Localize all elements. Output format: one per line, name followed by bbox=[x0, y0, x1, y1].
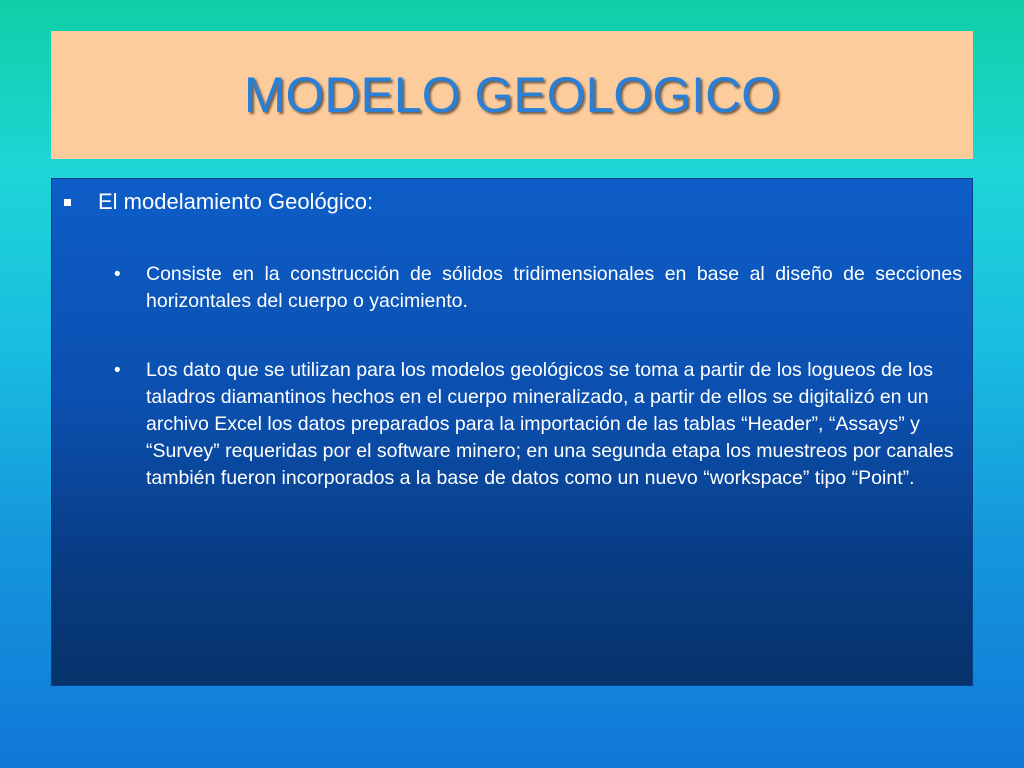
bullet-text-1: Consiste en la construcción de sólidos tridimensionales en base al diseño de secciones horizontales del cuerpo o yacimiento. bbox=[146, 263, 962, 312]
heading-text: El modelamiento Geológico: bbox=[98, 189, 374, 214]
slide-title: MODELO GEOLOGICO bbox=[243, 67, 781, 123]
bullet-dot-icon: • bbox=[114, 360, 121, 381]
bullet-dot-icon: • bbox=[114, 264, 121, 285]
title-box bbox=[51, 31, 973, 159]
bullet-item-2 bbox=[112, 357, 962, 492]
bullet-item-1 bbox=[112, 261, 962, 315]
bullet-text-2: Los dato que se utilizan para los modelos geológicos se toma a partir de los logueos de los taladros diamantinos hechos en el cuerpo mineralizado, a partir de ellos se digitalizó en un archivo Excel los datos preparados para la importación de las tablas “Header”, “Assays” y “Survey” requeridas por el software minero; en una segunda etapa los muestreos por canales también fueron incorporados a la base de datos como un nuevo “workspace” tipo “Point”. bbox=[146, 359, 954, 489]
heading-item bbox=[64, 189, 373, 215]
content-box bbox=[51, 178, 973, 686]
square-bullet-icon bbox=[64, 199, 71, 206]
